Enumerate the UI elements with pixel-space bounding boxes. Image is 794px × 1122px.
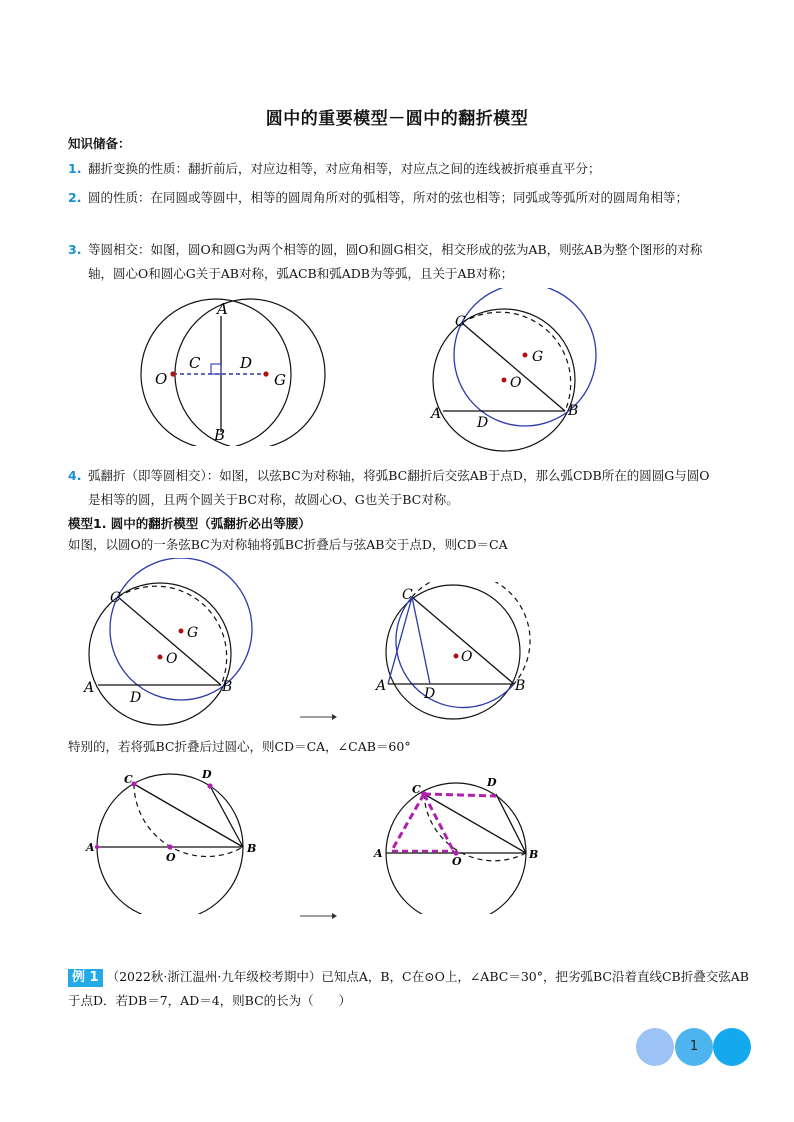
item-1 <box>68 157 718 181</box>
label-o: O <box>155 370 168 388</box>
arrow-icon <box>298 911 338 921</box>
chord-bc <box>462 323 565 411</box>
label-a: A <box>376 678 387 694</box>
point-o <box>167 844 172 849</box>
special-text: 特别的，若将弧BC折叠后过圆心，则CD＝CA，∠CAB＝60° <box>68 739 411 754</box>
item-text: 弧翻折（即等圆相交）：如图，以弦BC为对称轴，将弧BC翻折后交弦AB于点D，那么弧CDB所在的圆圆G与圆O是相等的圆，且两个圆关于BC对称，故圆心O、G也关于BC对称。 <box>88 468 710 507</box>
figure-model-fold <box>78 558 278 728</box>
folded-arc <box>134 784 243 856</box>
arrow-icon <box>298 712 338 722</box>
folded-arc <box>462 312 571 411</box>
model-heading: 模型1. 圆中的翻折模型（弧翻折必出等腰） <box>68 516 311 531</box>
example-text: （2022秋·浙江温州·九年级校考期中）已知点A，B，C在⊙O上，∠ABC＝30°，把劣弧BC沿着直线CB折叠交弦AB于点D．若DB＝7，AD＝4，则BC的长为（ ） <box>68 969 749 1008</box>
label-d: D <box>130 690 142 706</box>
label-o: O <box>452 855 462 868</box>
label-g: G <box>274 371 286 389</box>
circle-g <box>175 299 325 446</box>
circle-o <box>386 783 526 914</box>
point-g <box>523 353 528 358</box>
folded-arc <box>424 794 526 861</box>
folded-arc <box>118 586 227 685</box>
item-number: 3. <box>68 242 82 257</box>
label-a: A <box>84 680 95 696</box>
model-text: 如图，以圆O的一条弦BC为对称轴将弧BC折叠后与弦AB交于点D，则CD＝CA <box>68 537 508 552</box>
item-3 <box>68 238 718 286</box>
folded-arc-solid <box>396 597 514 708</box>
point-o <box>502 378 507 383</box>
label-b: B <box>247 842 257 855</box>
folded-arc-dashed <box>412 582 530 684</box>
label-o: O <box>461 649 473 665</box>
item-4 <box>68 464 718 512</box>
label-c: C <box>189 354 201 372</box>
label-b: B <box>222 679 233 695</box>
label-b: B <box>214 426 226 444</box>
figure-equal-circles <box>100 296 340 446</box>
knowledge-heading: 知识储备： <box>68 136 131 151</box>
item-2 <box>68 186 718 210</box>
right-angle-mark <box>211 364 221 374</box>
label-o: O <box>510 375 522 391</box>
item-text: 等圆相交：如图，圆O和圆G为两个相等的圆，圆O和圆G相交，相交形成的弦为AB，则弦AB为整个图形的对称轴，圆心O和圆心G关于AB对称，弧ACB和弧ADB为等弧，且关于AB对称； <box>88 242 703 281</box>
label-b: B <box>529 848 539 861</box>
point-c <box>421 791 427 797</box>
label-a: A <box>431 406 442 422</box>
figure-special-fold <box>82 764 272 914</box>
label-d: D <box>487 776 497 789</box>
point-o <box>454 654 459 659</box>
example-badge: 例 1 <box>68 969 103 987</box>
label-c: C <box>110 590 121 606</box>
item-number: 4. <box>68 468 82 483</box>
label-b: B <box>568 403 579 419</box>
label-a: A <box>86 841 95 854</box>
label-c: C <box>124 773 133 786</box>
circle-o <box>97 774 243 914</box>
label-d: D <box>202 768 212 781</box>
label-o: O <box>166 851 176 864</box>
item-number: 1. <box>68 161 82 176</box>
figure-arc-fold-1 <box>425 288 615 458</box>
item-text: 翻折变换的性质：翻折前后，对应边相等，对应角相等，对应点之间的连线被折痕垂直平分； <box>88 161 601 176</box>
point-d <box>207 783 212 788</box>
label-a: A <box>217 300 228 318</box>
label-g: G <box>187 625 199 641</box>
item-number: 2. <box>68 190 82 205</box>
point-g <box>263 371 268 376</box>
label-d: D <box>477 415 489 431</box>
point-o <box>170 371 175 376</box>
dashed-cd <box>424 794 496 796</box>
label-d: D <box>240 354 253 372</box>
chord-bc <box>118 597 221 685</box>
label-c: C <box>402 587 413 603</box>
point-a <box>95 845 99 849</box>
label-b: B <box>515 678 526 694</box>
page-number-badge <box>636 1028 752 1066</box>
label-c: C <box>412 783 421 796</box>
point-g <box>179 629 184 634</box>
label-a: A <box>374 847 383 860</box>
figure-model-isosceles <box>370 582 550 722</box>
point-o <box>158 655 163 660</box>
item-text: 圆的性质：在同圆或等圆中，相等的圆周角所对的弧相等，所对的弦也相等；同弧或等弧所对的圆周角相等； <box>88 190 689 205</box>
page-title: 圆中的重要模型－圆中的翻折模型 <box>265 109 529 129</box>
label-c: C <box>455 314 466 330</box>
example-1 <box>68 965 758 1013</box>
label-o: O <box>166 651 178 667</box>
figure-special-equilateral <box>366 764 556 914</box>
label-d: D <box>424 686 436 702</box>
page-number: 1 <box>689 1039 699 1054</box>
label-g: G <box>532 349 544 365</box>
